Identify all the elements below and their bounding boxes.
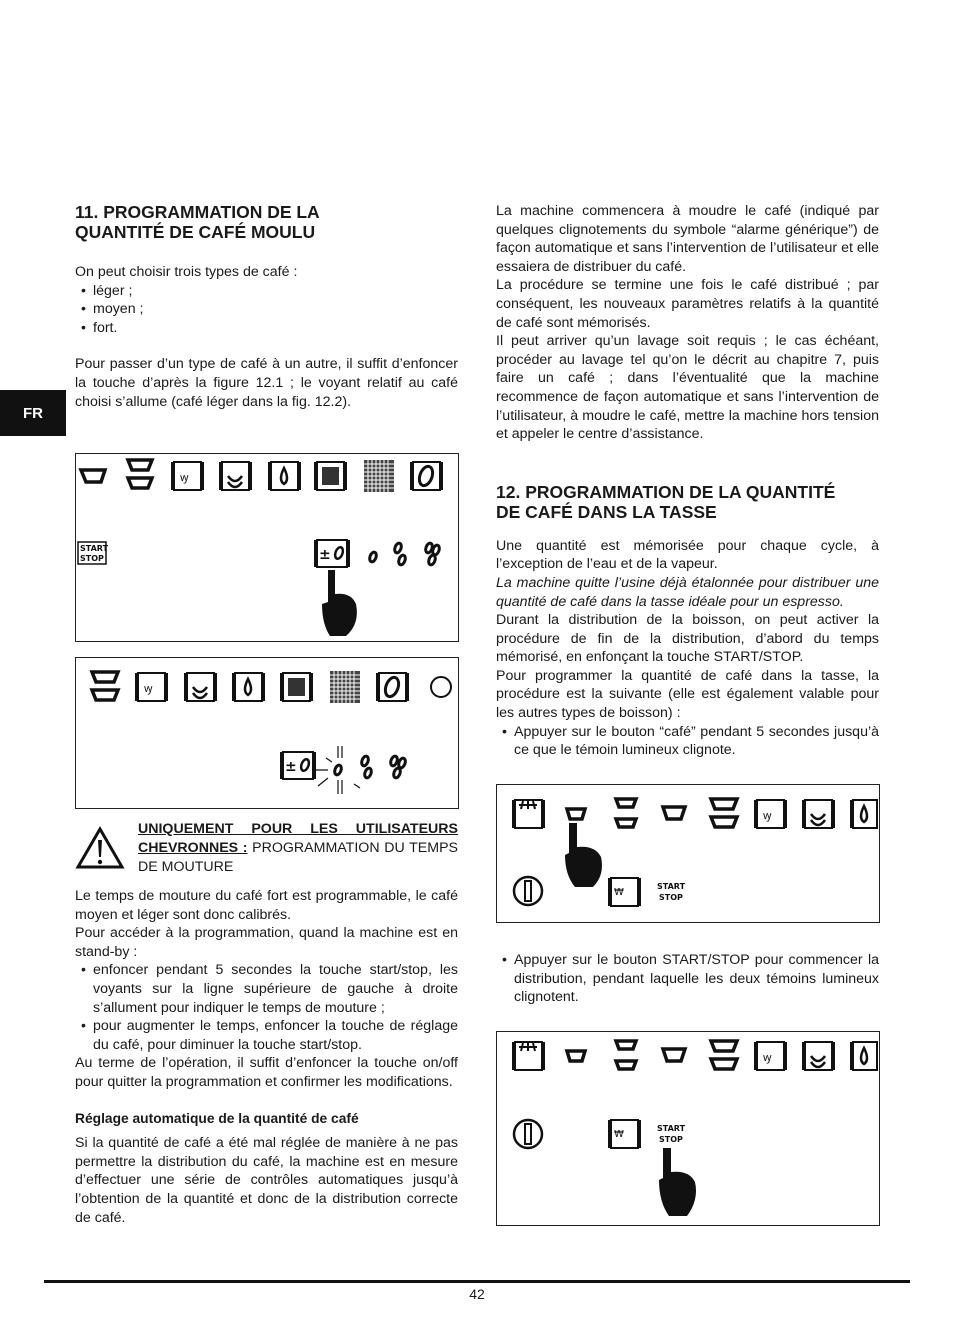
paragraph: Pour programmer la quantité de café dans la tasse, la procédure est la suivante (elle est également valable pour les autres types de boisson) : — [496, 667, 879, 722]
control-panel-figure-2 — [75, 657, 459, 809]
control-panel-figure-4 — [496, 1031, 880, 1226]
cup-icon — [81, 470, 105, 482]
bean-strength-icon — [333, 755, 406, 778]
language-tab: FR — [0, 390, 66, 436]
steps-list — [75, 961, 458, 1054]
svg-text:STOP: STOP — [659, 893, 683, 902]
cup-icon — [663, 1049, 685, 1061]
paragraph: Pour accéder à la programmation, quand la machine est en stand-by : — [75, 925, 458, 960]
steam-icon — [512, 800, 545, 828]
list-item: • pour augmenter le temps, enfoncer la touche de réglage du café, pour diminuer la touche start/stop. — [75, 1017, 458, 1054]
coffee-adjust-button[interactable] — [314, 540, 350, 567]
grounds-icon — [608, 878, 641, 906]
paragraph: Durant la distribution de la boisson, on peut activer la procédure de fin de la distribution, d’abord du temps mémorisé, en enfonçant la touche START/STOP. — [496, 612, 879, 666]
section-11-title — [75, 202, 458, 242]
control-panel-figure-3 — [496, 784, 880, 923]
steam-icon — [135, 673, 168, 701]
svg-text:ꝡ: ꝡ — [180, 471, 189, 484]
double-cup-icon — [711, 1041, 737, 1069]
section-11-title-line2: QUANTITÉ DE CAFÉ MOULU — [75, 222, 316, 242]
list-item: • enfoncer pendant 5 secondes la touche start/stop, les voyants sur la ligne supérieure de gauche à droite s’allument pour indiquer le temps de mouture ; — [75, 961, 458, 1017]
double-cup-icon — [616, 799, 636, 827]
drop-icon — [850, 800, 877, 828]
steam-icon — [754, 800, 787, 828]
paragraph: La procédure se termine une fois le café distribué ; par conséquent, les nouveaux paramètres relatifs à la quantité de café sont mémorisés. — [496, 277, 879, 331]
fine-grid-icon — [330, 671, 360, 703]
subheading: Réglage automatique de la quantité de café — [75, 1110, 359, 1126]
cup-icon — [567, 1051, 585, 1061]
alarm-light-icon — [431, 677, 451, 697]
paragraph: Une quantité est mémorisée pour chaque cycle, à l’exception de l’eau et de la vapeur. — [496, 537, 879, 573]
list-item: • Appuyer sur le bouton START/STOP pour commencer la distribution, pendant laquelle les deux témoins lumineux clignotent. — [496, 951, 879, 1007]
double-cup-icon — [711, 799, 737, 827]
warning-heading: UNIQUEMENT POUR LES UTILISATEURS CHEVRONNES : — [138, 821, 458, 856]
control-panel-figure-1 — [75, 453, 459, 642]
fine-grid-icon — [364, 460, 394, 492]
paragraph-italic: La machine quitte l’usine déjà étalonnée pour distribuer une quantité de café dans la tasse idéale pour un espresso. — [496, 574, 879, 610]
paragraph: Il peut arriver qu’un lavage soit requis ; le cas échéant, procéder au lavage tel qu’on le décrit au chapitre 7, puis faire un café ; dans l’éventualité que la machine recommence de façon automatique et sans l’intervention de l’utilisateur, à moudre le café, mettre la machine hors tension et appeler le centre d’assistance. — [496, 333, 879, 443]
page-number: 42 — [469, 1286, 485, 1302]
svg-text:₩: ₩ — [614, 1129, 624, 1140]
paragraph: Le temps de mouture du café fort est programmable, le café moyen et léger sont donc calibrés. — [75, 888, 458, 923]
svg-text:±: ± — [285, 759, 297, 775]
svg-text:START: START — [657, 1124, 686, 1133]
bean-icon — [376, 673, 409, 701]
hot-water-icon — [802, 1042, 835, 1070]
bean-strength-icon — [368, 542, 440, 565]
double-cup-icon — [92, 672, 118, 700]
hand-pointer-icon — [659, 1148, 696, 1216]
right-column-step2 — [496, 951, 879, 1007]
svg-text:₩: ₩ — [614, 887, 624, 898]
svg-text:ꝡ: ꝡ — [763, 809, 772, 822]
hand-pointer-icon — [322, 570, 357, 636]
double-cup-icon — [616, 1041, 636, 1069]
power-icon — [514, 877, 542, 905]
hot-water-icon — [219, 462, 252, 490]
section-12-title-line1: 12. PROGRAMMATION DE LA QUANTITÉ — [496, 481, 836, 502]
warning-icon — [75, 826, 125, 870]
bean-icon — [410, 462, 443, 490]
drop-icon — [268, 462, 301, 490]
steam-icon — [754, 1042, 787, 1070]
svg-text:START: START — [80, 544, 109, 553]
list-item: • léger ; — [75, 282, 458, 301]
grid-icon — [314, 462, 347, 490]
right-column — [496, 202, 879, 760]
warning-block — [75, 820, 458, 877]
paragraph: Pour passer d’un type de café à un autre, il suffit d’enfoncer la touche d’après la figure 12.1 ; le voyant relatif au café choisi s’allume (café léger dans la fig. 12.2). — [75, 356, 458, 410]
drop-icon — [232, 673, 265, 701]
power-icon — [514, 1120, 542, 1148]
coffee-type-list — [75, 282, 458, 338]
list-item: • moyen ; — [75, 300, 458, 319]
left-column-lower — [75, 887, 458, 1227]
svg-text:±: ± — [319, 547, 331, 563]
paragraph: Au terme de l’opération, il suffit d’enfoncer la touche on/off pour quitter la programmation et confirmer les modifications. — [75, 1055, 458, 1090]
section-12-title-line2: DE CAFÉ DANS LA TASSE — [496, 501, 717, 522]
steam-icon — [512, 1042, 545, 1070]
footer-rule — [44, 1280, 910, 1283]
paragraph: La machine commencera à moudre le café (indiqué par quelques clignotements du symbole “alarme générique”) de façon automatique et sans l’intervention de l’utilisateur et elle essaiera de distribuer du café. — [496, 203, 879, 275]
left-column — [75, 202, 458, 411]
coffee-adjust-button[interactable] — [280, 752, 316, 779]
svg-text:START: START — [657, 882, 686, 891]
section-12-title — [496, 482, 879, 522]
steps-list — [496, 951, 879, 1007]
section-11-title-line1: 11. PROGRAMMATION DE LA — [75, 202, 320, 222]
list-item: • Appuyer sur le bouton “café” pendant 5 secondes jusqu’à ce que le témoin lumineux clignote. — [496, 723, 879, 760]
drop-icon — [850, 1042, 877, 1070]
warning-text — [138, 820, 458, 877]
svg-text:STOP: STOP — [80, 554, 104, 563]
grid-icon — [280, 673, 313, 701]
steam-icon — [171, 462, 204, 490]
start-stop-button[interactable] — [657, 882, 686, 902]
svg-text:ꝡ: ꝡ — [144, 682, 153, 695]
list-item: • fort. — [75, 319, 458, 338]
intro-text: On peut choisir trois types de café : — [75, 264, 298, 280]
cup-icon — [567, 809, 585, 819]
hand-pointer-icon — [565, 823, 602, 887]
start-stop-button[interactable] — [657, 1124, 686, 1144]
hot-water-icon — [802, 800, 835, 828]
steps-list — [496, 723, 879, 760]
svg-text:ꝡ: ꝡ — [763, 1051, 772, 1064]
hot-water-icon — [184, 673, 217, 701]
blink-rays-icon — [316, 746, 360, 794]
double-cup-icon — [128, 460, 152, 488]
cup-icon — [663, 807, 685, 819]
warning-subject: PROGRAMMATION DU TEMPS DE MOUTURE — [138, 840, 458, 875]
paragraph: Si la quantité de café a été mal réglée de manière à ne pas permettre la distribution du café, la machine est en mesure d’effectuer une série de contrôles automatiques jusqu’à l’obtention de la quantité et donc de la distribution correcte de café. — [75, 1135, 458, 1226]
start-stop-button[interactable] — [78, 542, 109, 564]
svg-text:STOP: STOP — [659, 1135, 683, 1144]
grounds-icon — [608, 1120, 641, 1148]
